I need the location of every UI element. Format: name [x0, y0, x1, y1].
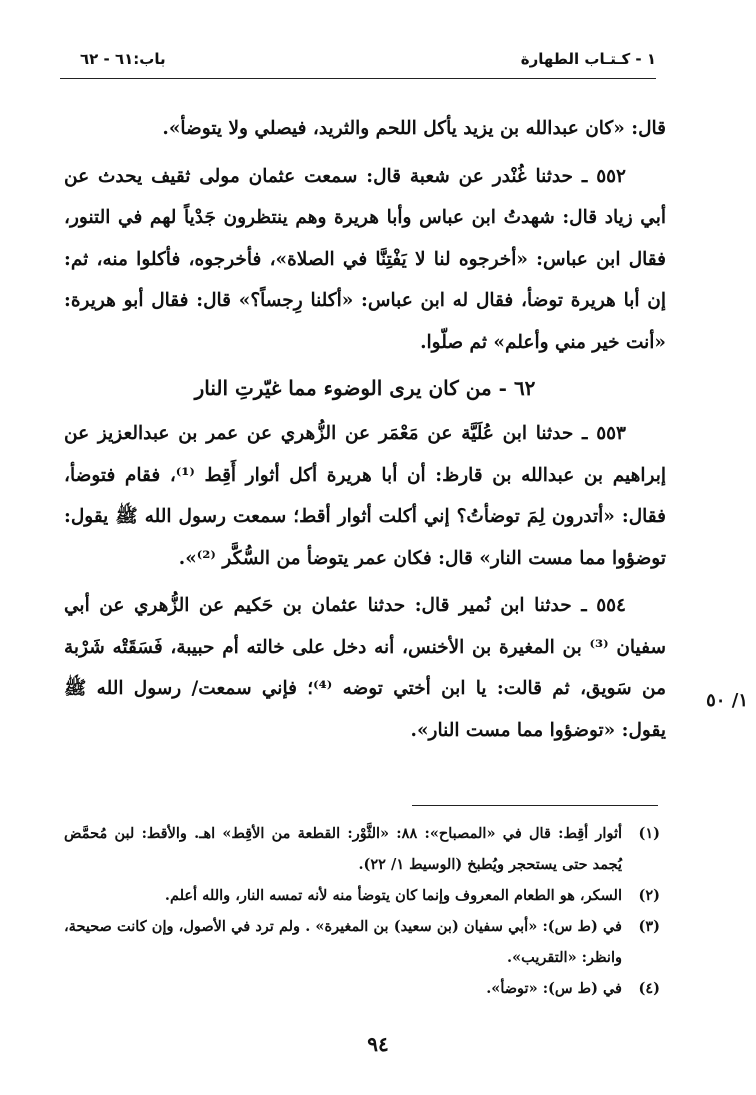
footnote-number: (٣) [638, 918, 660, 935]
footnote-rule [412, 805, 658, 806]
footnote [64, 911, 660, 973]
hadith-552: ٥٥٢ ـ حدثنا غُنْدر عن شعبة قال: سمعت عثمان مولى ثقيف يحدث عن أبي زياد قال: شهدتُ ابن عباس وأبا هريرة وهم ينتظرون جَدْياً لهم في التنور، فقال ابن عباس: «أخرجوه لنا لا يَفْتِنَّا في الصلاة»، فأخرجوه، فأكلوا منه، ثم: إن أبا هريرة توضأ، فقال له ابن عباس: «أكلنا رِجساً؟» قال: فقال أبو هريرة: «أنت خير مني وأعلم» ثم صلّوا. [64, 165, 666, 353]
footnote-number: (٤) [638, 980, 660, 997]
header-chapter: باب:٦١ - ٦٢ [80, 50, 166, 68]
footnote [64, 880, 660, 911]
footnote-number: (٢) [638, 887, 660, 904]
paragraph-1: قال: «كان عبدالله بن يزيد يأكل اللحم والثريد، فيصلي ولا يتوضأ». [162, 118, 666, 139]
footnote-text: السكر، هو الطعام المعروف وإنما كان يتوضأ منه لأنه تمسه النار، والله أعلم. [164, 887, 622, 904]
section-title: ٦٢ - من كان يرى الوضوء مما غيّرتِ النار [194, 376, 536, 400]
footnote-number: (١) [638, 825, 660, 842]
footnotes [64, 818, 660, 1004]
footnote-text: في (ط س): «أبي سفيان (بن سعيد) بن المغيرة» . ولم ترد في الأصول، وإن كانت صحيحة، وانظر: «التقريب». [64, 918, 622, 966]
hadith-553: ٥٥٣ ـ حدثنا ابن عُلَيَّة عن مَعْمَر عن الزُّهري عن عمر بن عبدالعزيز عن إبراهيم بن عبدالله بن قارظ: أن أبا هريرة أكل أثوار أَقِط ⁽¹⁾، فقام فتوضأ، فقال: «أتدرون لِمَ توضأتُ؟ إني أكلت أثوار أقط؛ سمعت رسول الله ﷺ يقول: توضؤوا مما مست النار» قال: فكان عمر يتوضأ من السُّكَّر ⁽²⁾». [64, 423, 666, 569]
footnote-text: في (ط س): «توضأ». [486, 980, 622, 997]
main-text [64, 108, 666, 751]
header-book-title: ١ - كـتـاب الطهارة [520, 50, 656, 68]
header-rule [60, 78, 656, 79]
margin-reference: ١/ ٥٠ [706, 690, 748, 711]
page-number: ٩٤ [367, 1032, 389, 1056]
footnote [64, 973, 660, 1004]
hadith-554: ٥٥٤ ـ حدثنا ابن نُمير قال: حدثنا عثمان بن حَكيم عن الزُّهري عن أبي سفيان ⁽³⁾ بن المغيرة بن الأخنس، أنه دخل على خالته أم حبيبة، فَسَقَتْه شَرْبة من سَويق، ثم قالت: يا ابن أختي توضه ⁽⁴⁾؛ فإني سمعت/ رسول الله ﷺ يقول: «توضؤوا مما مست النار». [64, 595, 666, 741]
running-header [60, 48, 656, 74]
footnote [64, 818, 660, 880]
footnote-text: أثوار أقِط: قال في «المصباح»: ٨٨: «الثَّوْر: القطعة من الأقِط» اهـ. والأقط: لبن مُحمَّض يُجمد حتى يستحجر ويُطبخ (الوسيط ١/ ٢٢). [64, 825, 623, 873]
